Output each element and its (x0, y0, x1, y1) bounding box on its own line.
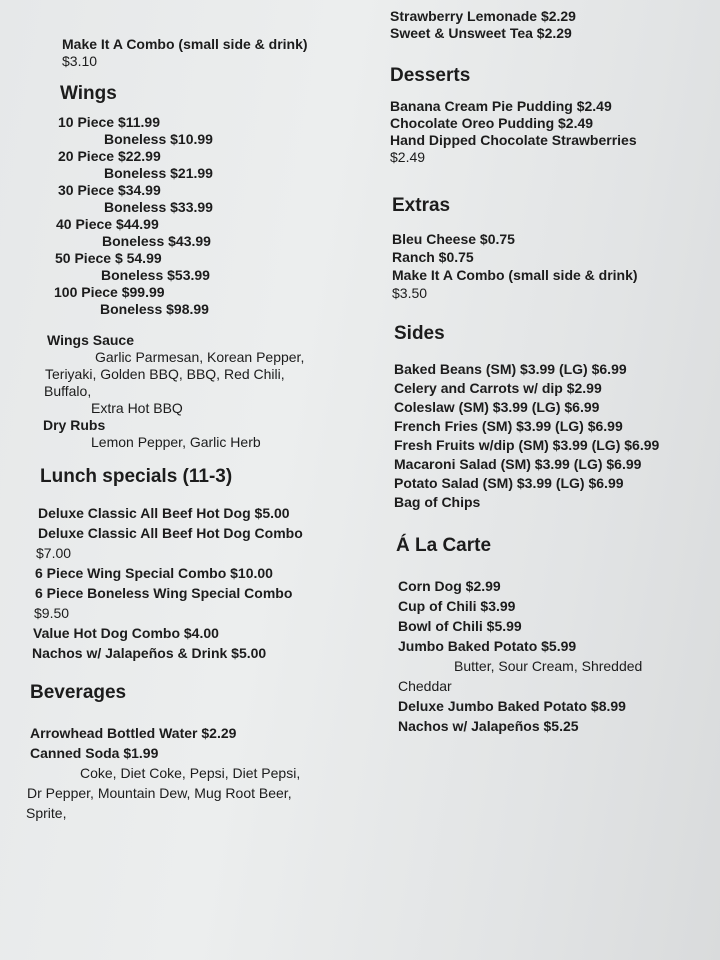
desserts-list (390, 98, 710, 166)
dry-rubs-title: Dry Rubs (43, 417, 106, 433)
alacarte-line: Deluxe Jumbo Baked Potato $8.99 (398, 698, 626, 714)
wings-boneless: Boneless $10.99 (104, 131, 213, 147)
side-line: Celery and Carrots w/ dip $2.99 (394, 380, 602, 396)
drink-line: Sweet & Unsweet Tea $2.29 (390, 25, 572, 41)
extra-line: Ranch $0.75 (392, 249, 474, 265)
dessert-line: $2.49 (390, 149, 426, 165)
desserts-title: Desserts (390, 65, 471, 86)
beverages-title: Beverages (30, 682, 127, 703)
wings-item: 20 Piece $22.99 (58, 148, 161, 164)
wings-boneless: Boneless $43.99 (102, 233, 211, 249)
wings-sauce-line: Extra Hot BBQ (91, 400, 183, 416)
wings-sauce-block (43, 332, 360, 451)
wings-item: 30 Piece $34.99 (58, 182, 161, 198)
wings-item: 50 Piece $ 54.99 (55, 250, 162, 266)
alacarte-line: Corn Dog $2.99 (398, 578, 501, 594)
wings-sauce-title: Wings Sauce (47, 332, 135, 348)
combo-top (62, 36, 360, 70)
lunch-line: $9.50 (34, 605, 70, 621)
alacarte-line: Cup of Chili $3.99 (398, 598, 516, 614)
wings-sauce-line: Garlic Parmesan, Korean Pepper, (95, 349, 305, 365)
left-column (26, 36, 360, 823)
soda-line: Sprite, (26, 805, 67, 821)
dessert-line: Banana Cream Pie Pudding $2.49 (390, 98, 612, 114)
soda-line: Dr Pepper, Mountain Dew, Mug Root Beer, (27, 785, 292, 801)
extras-list (392, 230, 710, 302)
dessert-line: Hand Dipped Chocolate Strawberries (390, 132, 637, 148)
lunch-line: 6 Piece Wing Special Combo $10.00 (35, 565, 273, 581)
alacarte-title: Á La Carte (396, 535, 492, 556)
combo-top-label: Make It A Combo (small side & drink) (62, 36, 308, 52)
alacarte-line: Nachos w/ Jalapeños $5.25 (398, 718, 579, 734)
side-line: Potato Salad (SM) $3.99 (LG) $6.99 (394, 475, 624, 491)
wings-title: Wings (60, 83, 117, 104)
wings-sauce-line: Teriyaki, Golden BBQ, BBQ, Red Chili, (45, 366, 285, 382)
side-line: Fresh Fruits w/dip (SM) $3.99 (LG) $6.99 (394, 437, 660, 453)
wings-item: 10 Piece $11.99 (58, 114, 160, 130)
wings-item: 100 Piece $99.99 (54, 284, 165, 300)
beverages-list (26, 723, 360, 823)
lunch-line: Deluxe Classic All Beef Hot Dog Combo (38, 525, 303, 541)
alacarte-line: Jumbo Baked Potato $5.99 (398, 638, 577, 654)
side-line: Baked Beans (SM) $3.99 (LG) $6.99 (394, 361, 627, 377)
soda-line: Coke, Diet Coke, Pepsi, Diet Pepsi, (80, 765, 301, 781)
wings-item: 40 Piece $44.99 (56, 216, 159, 232)
wings-boneless: Boneless $98.99 (100, 301, 209, 317)
wings-sauce-line: Buffalo, (44, 383, 92, 399)
right-column (390, 8, 710, 736)
side-line: Bag of Chips (394, 494, 481, 510)
sides-list (394, 360, 710, 512)
side-line: Coleslaw (SM) $3.99 (LG) $6.99 (394, 399, 600, 415)
lunch-line: Deluxe Classic All Beef Hot Dog $5.00 (38, 505, 290, 521)
extra-line: Bleu Cheese $0.75 (392, 231, 515, 247)
drinks-continued (390, 8, 710, 42)
side-line: Macaroni Salad (SM) $3.99 (LG) $6.99 (394, 456, 642, 472)
side-line: French Fries (SM) $3.99 (LG) $6.99 (394, 418, 623, 434)
beverage-line: Arrowhead Bottled Water $2.29 (30, 725, 237, 741)
alacarte-line: Bowl of Chili $5.99 (398, 618, 522, 634)
combo-top-price: $3.10 (62, 53, 98, 69)
potato-options: Butter, Sour Cream, Shredded (454, 658, 643, 674)
lunch-list (32, 503, 360, 663)
drink-line: Strawberry Lemonade $2.29 (390, 8, 576, 24)
sides-title: Sides (394, 323, 445, 344)
beverage-line: Canned Soda $1.99 (30, 745, 159, 761)
extra-line: Make It A Combo (small side & drink) (392, 267, 638, 283)
extra-line: $3.50 (392, 285, 428, 301)
wings-boneless: Boneless $53.99 (101, 267, 210, 283)
alacarte-list (398, 576, 710, 736)
extras-title: Extras (392, 195, 451, 216)
lunch-line: $7.00 (36, 545, 72, 561)
dessert-line: Chocolate Oreo Pudding $2.49 (390, 115, 594, 131)
lunch-title: Lunch specials (11-3) (40, 466, 233, 487)
wings-boneless: Boneless $21.99 (104, 165, 213, 181)
lunch-line: Value Hot Dog Combo $4.00 (33, 625, 219, 641)
potato-options-cont: Cheddar (398, 678, 452, 694)
lunch-line: 6 Piece Boneless Wing Special Combo (35, 585, 293, 601)
wings-list (54, 114, 360, 318)
wings-boneless: Boneless $33.99 (104, 199, 213, 215)
dry-rubs-line: Lemon Pepper, Garlic Herb (91, 434, 261, 450)
lunch-line: Nachos w/ Jalapeños & Drink $5.00 (32, 645, 267, 661)
